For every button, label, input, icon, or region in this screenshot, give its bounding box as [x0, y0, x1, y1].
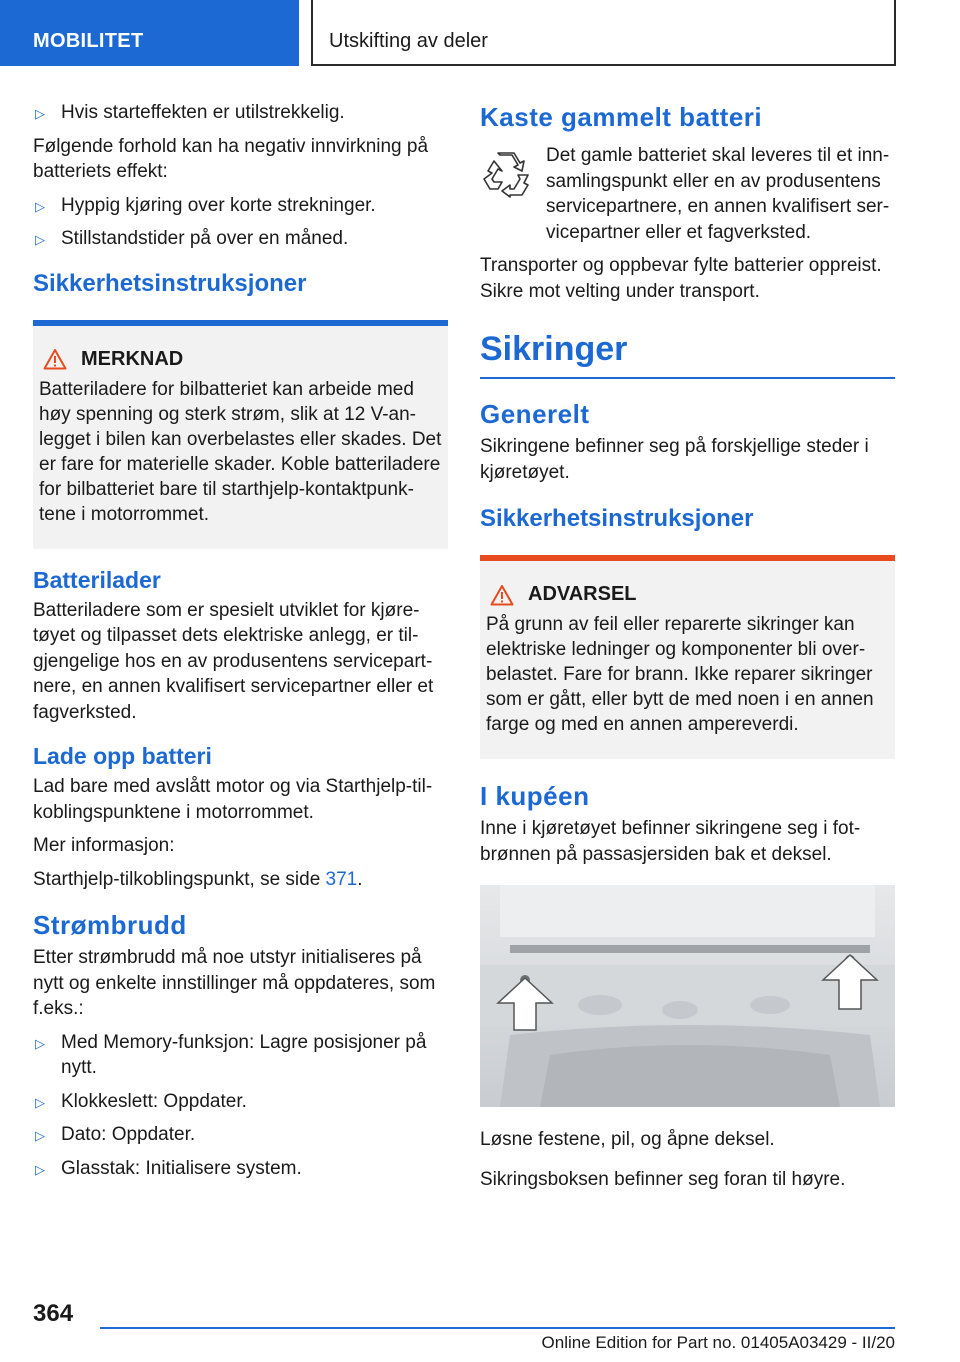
triangle-bullet-icon: ▷ [35, 232, 45, 247]
warning-box [480, 555, 895, 759]
triangle-bullet-icon: ▷ [35, 1128, 45, 1143]
general-heading: Generelt [480, 399, 590, 429]
page-number: 364 [33, 1300, 74, 1327]
reference-end: . [357, 868, 363, 890]
notice-box [33, 320, 448, 549]
warning-label: ADVARSEL [528, 583, 637, 605]
page-reference-link[interactable]: 371 [325, 868, 358, 890]
footer-divider [100, 1327, 895, 1329]
paragraph: Etter strømbrudd må noe utstyr initialiseres på nytt og enkelte innstillinger må oppdateres, som f.eks.: [33, 947, 436, 1019]
list-item-text: Stillstandstider på over en måned. [61, 228, 349, 249]
dispose-block [480, 143, 895, 245]
chapter-title: Utskifting av deler [311, 0, 896, 66]
list-item-text: Glasstak: Initialisere system. [61, 1157, 302, 1179]
list-item [33, 100, 448, 126]
warning-triangle-icon [43, 348, 67, 370]
edition-info: Online Edition for Part no. 01405A03429 - II/20 [541, 1333, 895, 1352]
safety-heading: Sikkerhetsinstruksjoner [33, 269, 307, 297]
warning-text: På grunn av feil eller reparerte sikringer kan elektriske ledninger og komponenter bli overbelastet. Fare for brann. Ikke reparer sikringer som er gått, eller bytt de med noen i en annen farge og med en annen ampereverdi. [486, 614, 874, 735]
fuse-cover-photo [480, 885, 895, 1107]
dispose-heading: Kaste gammelt batteri [480, 102, 763, 132]
notice-header [39, 348, 442, 371]
paragraph: Følgende forhold kan ha negativ innvirkning på batteriets effekt: [33, 135, 429, 182]
safety-heading-right: Sikkerhetsinstruksjoner [480, 505, 754, 532]
paragraph: Lad bare med avslått motor og via Starthjelp-tilkoblingspunktene i motorrommet. [33, 776, 433, 823]
list-item [33, 193, 448, 219]
list-item-text: Hvis starteffekten er utilstrekkelig. [61, 102, 345, 123]
triangle-bullet-icon: ▷ [35, 198, 45, 214]
list-item [33, 1122, 448, 1148]
list-item-text: Klokkeslett: Oppdater. [61, 1090, 247, 1112]
paragraph: Inne i kjøretøyet befinner sikringene seg i fotbrønnen på passasjersiden bak et deksel. [480, 818, 861, 865]
triangle-bullet-icon: ▷ [35, 1161, 45, 1177]
triangle-bullet-icon: ▷ [35, 1094, 45, 1110]
outage-heading: Strømbrudd [33, 910, 187, 940]
list-item-text: Hyppig kjøring over korte strekninger. [61, 194, 376, 216]
list-item [33, 1030, 448, 1081]
photo-caption: Løsne festene, pil, og åpne deksel. [480, 1129, 775, 1150]
paragraph: Transporter og oppbevar fylte batterier oppreist. Sikre mot velting under transport. [480, 255, 882, 302]
charger-heading: Batterilader [33, 566, 161, 593]
recycle-icon [480, 149, 532, 201]
section-tab: MOBILITET [0, 0, 299, 66]
list-item-text: Med Memory-funksjon: Lagre posisjoner på nytt. [61, 1031, 427, 1078]
charge-heading: Lade opp batteri [33, 743, 212, 769]
notice-text: Batteriladere for bilbatteriet kan arbeide med høy spenning og sterk strøm, slik at 12 V-anlegget i bilen kan overbelastes eller skades. Det er fare for materielle skader. Koble batteriladere for bilbatteriet bare til starthjelp-kontaktpunktene i motorrommet. [39, 378, 442, 525]
cabin-heading: I kupéen [480, 781, 590, 811]
list-item-text: Dato: Oppdater. [61, 1124, 196, 1145]
triangle-bullet-icon: ▷ [35, 1035, 45, 1051]
notice-label: MERKNAD [81, 347, 184, 370]
paragraph: Sikringene befinner seg på forskjellige steder i kjøretøyet. [480, 436, 869, 483]
reference-text: Starthjelp-tilkoblingspunkt, se side [33, 868, 326, 890]
paragraph: Batteriladere som er spesielt utviklet for kjøretøyet og tilpasset dets elektriske anlegg, er tilgjengelige hos en av produsentens servicepartnere, en annen kvalifisert servicepartner eller et fagverksted. [33, 599, 434, 723]
list-item [33, 1089, 448, 1115]
paragraph: Mer informasjon: [33, 835, 175, 856]
left-column [33, 100, 448, 1189]
page-header [0, 0, 960, 66]
paragraph: Det gamle batteriet skal leveres til et innsamlingspunkt eller en av produsentens servicepartnere, en annen kvalifisert servicepartner eller et fagverksted. [546, 145, 890, 243]
paragraph: Sikringsboksen befinner seg foran til høyre. [480, 1168, 846, 1190]
list-item [33, 1156, 448, 1182]
list-item [33, 226, 448, 252]
warning-triangle-icon [490, 584, 514, 606]
right-column [480, 100, 895, 1200]
cross-reference [33, 867, 448, 893]
warning-header [486, 583, 889, 606]
fuses-heading: Sikringer [480, 330, 895, 379]
triangle-bullet-icon: ▷ [35, 106, 45, 121]
